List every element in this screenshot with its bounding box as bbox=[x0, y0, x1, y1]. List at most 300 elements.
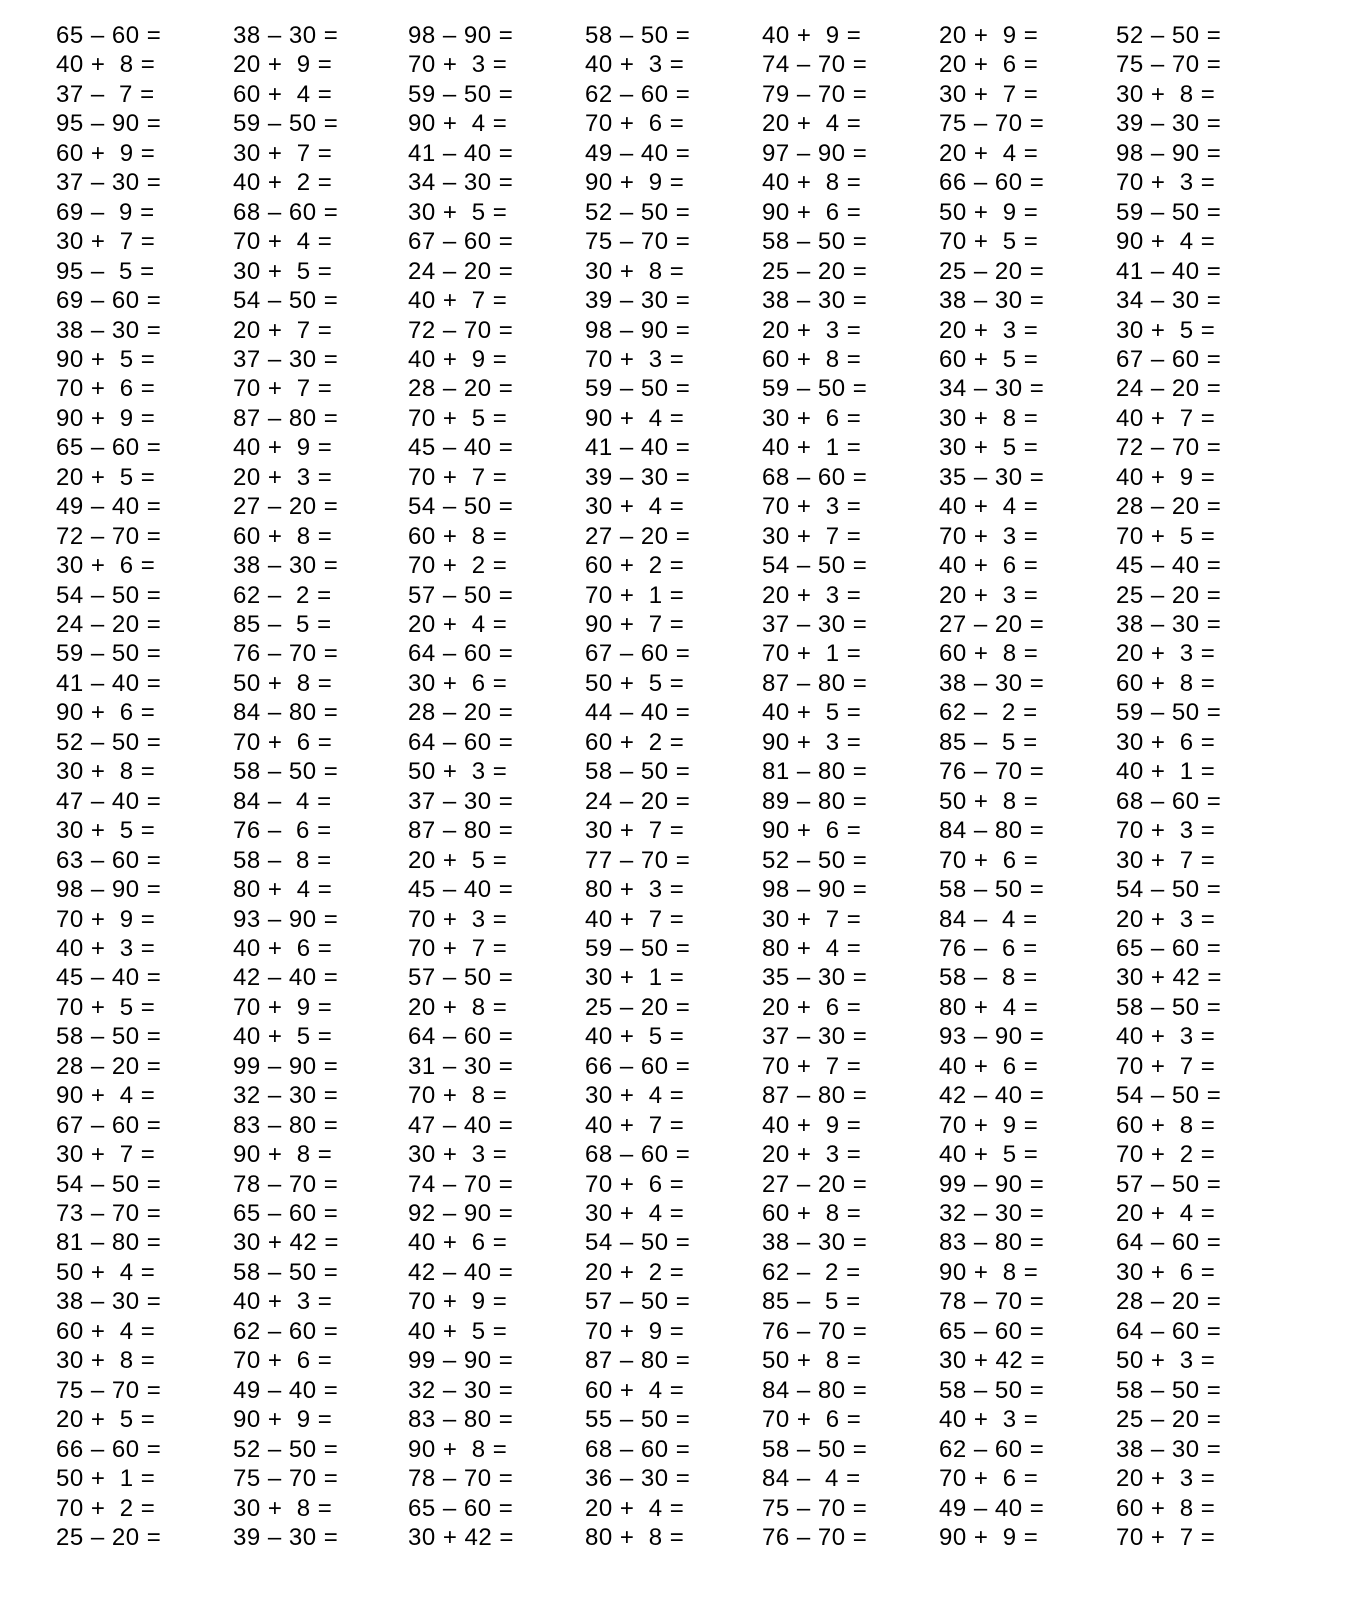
math-problem: 75 – 70 = bbox=[1116, 51, 1222, 79]
math-problem: 20 + 4 = bbox=[762, 110, 862, 138]
math-problem: 77 – 70 = bbox=[585, 846, 691, 874]
math-problem: 62 – 60 = bbox=[939, 1435, 1045, 1463]
math-problem: 90 + 6 = bbox=[762, 198, 862, 226]
math-problem: 30 + 7 = bbox=[1116, 846, 1216, 874]
math-problem: 75 – 70 = bbox=[585, 228, 691, 256]
math-problem: 20 + 3 = bbox=[762, 316, 862, 344]
math-problem: 60 + 8 = bbox=[939, 640, 1039, 668]
math-problem: 40 + 1 = bbox=[762, 434, 862, 462]
math-problem: 40 + 3 = bbox=[585, 51, 685, 79]
math-problem: 37 – 30 = bbox=[408, 787, 514, 815]
math-problem: 60 + 9 = bbox=[56, 139, 156, 167]
math-problem: 75 – 70 = bbox=[939, 110, 1045, 138]
math-problem: 58 – 50 = bbox=[56, 1023, 162, 1051]
math-problem: 40 + 6 = bbox=[939, 1052, 1039, 1080]
math-problem: 70 + 3 = bbox=[408, 51, 508, 79]
math-problem: 54 – 50 = bbox=[56, 581, 162, 609]
math-problem: 75 – 70 = bbox=[233, 1465, 339, 1493]
math-problem: 59 – 50 = bbox=[762, 375, 868, 403]
math-problem: 76 – 70 = bbox=[762, 1523, 868, 1551]
math-problem: 52 – 50 = bbox=[233, 1435, 339, 1463]
math-problem: 37 – 7 = bbox=[56, 80, 155, 108]
math-problem: 20 + 3 = bbox=[939, 316, 1039, 344]
math-problem: 99 – 90 = bbox=[939, 1170, 1045, 1198]
math-problem: 93 – 90 = bbox=[233, 905, 339, 933]
math-problem: 54 – 50 = bbox=[56, 1170, 162, 1198]
math-problem: 60 + 4 = bbox=[585, 1376, 685, 1404]
math-problem: 30 + 6 = bbox=[1116, 1258, 1216, 1286]
math-problem: 50 + 5 = bbox=[585, 669, 685, 697]
math-problem: 20 + 5 = bbox=[56, 463, 156, 491]
math-problem: 28 – 20 = bbox=[408, 375, 514, 403]
math-problem: 70 + 8 = bbox=[408, 1082, 508, 1110]
math-problem: 90 + 8 = bbox=[939, 1258, 1039, 1286]
math-problem: 34 – 30 = bbox=[408, 169, 514, 197]
math-problem: 65 – 60 = bbox=[939, 1317, 1045, 1345]
math-problem: 30 + 5 = bbox=[939, 434, 1039, 462]
math-problem: 40 + 7 = bbox=[1116, 404, 1216, 432]
math-problem: 30 + 7 = bbox=[56, 228, 156, 256]
math-problem: 50 + 1 = bbox=[56, 1465, 156, 1493]
math-problem: 76 – 6 = bbox=[939, 934, 1038, 962]
math-problem: 30 + 1 = bbox=[585, 964, 685, 992]
math-problem: 90 + 6 = bbox=[56, 699, 156, 727]
math-problem: 66 – 60 = bbox=[56, 1435, 162, 1463]
math-problem: 60 + 8 = bbox=[762, 1200, 862, 1227]
math-problem: 36 – 30 = bbox=[585, 1465, 691, 1493]
math-problem: 62 – 2 = bbox=[762, 1258, 861, 1286]
math-problem: 65 – 60 = bbox=[1116, 934, 1222, 962]
math-problem: 72 – 70 = bbox=[408, 316, 514, 344]
math-problem: 70 + 6 = bbox=[56, 375, 156, 403]
math-problem: 30 + 6 = bbox=[762, 404, 862, 432]
math-problem: 64 – 60 = bbox=[408, 640, 514, 668]
math-problem: 63 – 60 = bbox=[56, 846, 162, 874]
math-problem: 78 – 70 = bbox=[233, 1170, 339, 1198]
math-problem: 30 + 6 = bbox=[56, 552, 156, 580]
math-problem: 62 – 60 = bbox=[233, 1317, 339, 1345]
math-problem: 40 + 8 = bbox=[56, 51, 156, 79]
math-problem: 90 + 6 = bbox=[762, 817, 862, 845]
math-problem: 40 + 3 = bbox=[56, 934, 156, 962]
math-problem: 65 – 60 = bbox=[56, 434, 162, 462]
math-problem: 68 – 60 = bbox=[585, 1141, 691, 1169]
math-problem: 92 – 90 = bbox=[408, 1200, 514, 1227]
math-problem: 20 + 3 = bbox=[1116, 640, 1216, 668]
math-problem: 54 – 50 = bbox=[1116, 1082, 1222, 1110]
math-problem: 28 – 20 = bbox=[1116, 1288, 1222, 1316]
math-problem: 47 – 40 = bbox=[56, 787, 162, 815]
math-problem: 50 + 9 = bbox=[939, 198, 1039, 226]
math-problem: 90 + 4 = bbox=[585, 404, 685, 432]
math-problem: 87 – 80 = bbox=[585, 1347, 691, 1375]
math-problem: 25 – 20 = bbox=[56, 1523, 162, 1551]
math-problem: 27 – 20 = bbox=[233, 493, 339, 521]
math-problem: 40 + 3 = bbox=[939, 1406, 1039, 1434]
math-problem: 60 + 2 = bbox=[585, 728, 685, 756]
math-problem: 98 – 90 = bbox=[762, 876, 868, 904]
math-problem: 38 – 30 = bbox=[56, 1288, 162, 1316]
math-problem: 28 – 20 = bbox=[1116, 493, 1222, 521]
math-problem: 32 – 30 = bbox=[939, 1200, 1045, 1227]
math-problem: 59 – 50 = bbox=[1116, 699, 1222, 727]
math-problem: 87 – 80 = bbox=[762, 669, 868, 697]
math-problem: 39 – 30 = bbox=[585, 463, 691, 491]
math-problem: 42 – 40 = bbox=[939, 1082, 1045, 1110]
math-problem: 40 + 5 = bbox=[233, 1023, 333, 1051]
math-problem: 60 + 5 = bbox=[939, 345, 1039, 373]
math-problem: 59 – 50 = bbox=[233, 110, 339, 138]
math-problem: 64 – 60 = bbox=[408, 728, 514, 756]
math-problem: 50 + 8 = bbox=[233, 669, 333, 697]
math-problem: 84 – 80 = bbox=[939, 817, 1045, 845]
math-problem: 40 + 7 = bbox=[585, 1111, 685, 1139]
math-problem: 58 – 50 = bbox=[233, 758, 339, 786]
math-problem: 80 + 8 = bbox=[585, 1523, 685, 1551]
math-problem: 87 – 80 = bbox=[408, 817, 514, 845]
math-problem: 50 + 8 = bbox=[762, 1347, 862, 1375]
math-problem: 20 + 7 = bbox=[233, 316, 333, 344]
math-problem: 49 – 40 = bbox=[939, 1494, 1045, 1522]
math-problem: 60 + 4 = bbox=[56, 1317, 156, 1345]
math-problem: 70 + 9 = bbox=[408, 1288, 508, 1316]
math-problem: 40 + 5 = bbox=[939, 1141, 1039, 1169]
math-problem: 98 – 90 = bbox=[56, 876, 162, 904]
math-problem: 65 – 60 = bbox=[233, 1200, 339, 1227]
math-problem: 62 – 2 = bbox=[233, 581, 332, 609]
math-problem: 67 – 60 = bbox=[1116, 345, 1222, 373]
math-problem: 85 – 5 = bbox=[233, 611, 332, 638]
math-problem: 70 + 3 = bbox=[408, 905, 508, 933]
math-problem: 44 – 40 = bbox=[585, 699, 691, 727]
math-problem: 30 + 42 = bbox=[408, 1523, 514, 1551]
math-problem: 45 – 40 = bbox=[56, 964, 162, 992]
math-problem: 40 + 9 = bbox=[233, 434, 333, 462]
math-problem: 20 + 4 = bbox=[408, 611, 508, 638]
math-problem: 40 + 9 = bbox=[1116, 463, 1216, 491]
math-problem: 70 + 7 = bbox=[1116, 1523, 1216, 1551]
math-problem: 47 – 40 = bbox=[408, 1111, 514, 1139]
math-problem: 80 + 4 = bbox=[939, 993, 1039, 1021]
math-problem: 85 – 5 = bbox=[939, 728, 1038, 756]
math-problem: 32 – 30 = bbox=[408, 1376, 514, 1404]
math-problem: 87 – 80 = bbox=[762, 1082, 868, 1110]
math-problem: 40 + 5 = bbox=[762, 699, 862, 727]
math-problem: 70 + 6 = bbox=[585, 1170, 685, 1198]
math-problem: 90 + 9 = bbox=[233, 1406, 333, 1434]
math-problem: 70 + 7 = bbox=[408, 463, 508, 491]
math-problem: 50 + 3 = bbox=[1116, 1347, 1216, 1375]
math-problem: 98 – 90 = bbox=[408, 22, 514, 49]
math-problem: 58 – 8 = bbox=[233, 846, 332, 874]
math-problem: 27 – 20 = bbox=[762, 1170, 868, 1198]
math-problem: 62 – 60 = bbox=[585, 80, 691, 108]
math-problem: 38 – 30 = bbox=[233, 552, 339, 580]
math-problem: 54 – 50 = bbox=[762, 552, 868, 580]
math-problem: 95 – 90 = bbox=[56, 110, 162, 138]
math-problem: 84 – 4 = bbox=[762, 1465, 861, 1493]
math-problem: 39 – 30 = bbox=[233, 1523, 339, 1551]
math-problem: 50 + 4 = bbox=[56, 1258, 156, 1286]
math-problem: 32 – 30 = bbox=[233, 1082, 339, 1110]
math-problem: 90 + 8 = bbox=[233, 1141, 333, 1169]
math-problem: 70 + 5 = bbox=[56, 993, 156, 1021]
math-problem: 90 + 5 = bbox=[56, 345, 156, 373]
math-problem: 27 – 20 = bbox=[939, 611, 1045, 638]
math-problem: 50 + 3 = bbox=[408, 758, 508, 786]
math-problem: 52 – 50 = bbox=[585, 198, 691, 226]
math-problem: 30 + 6 = bbox=[408, 669, 508, 697]
math-problem: 83 – 80 = bbox=[408, 1406, 514, 1434]
math-problem: 39 – 30 = bbox=[585, 287, 691, 315]
math-problem: 90 + 3 = bbox=[762, 728, 862, 756]
math-problem: 54 – 50 = bbox=[233, 287, 339, 315]
math-problem: 69 – 9 = bbox=[56, 198, 155, 226]
math-problem: 58 – 50 = bbox=[762, 1435, 868, 1463]
math-problem: 50 + 8 = bbox=[939, 787, 1039, 815]
math-problem: 31 – 30 = bbox=[408, 1052, 514, 1080]
math-problem: 30 + 3 = bbox=[408, 1141, 508, 1169]
math-problem: 70 + 6 = bbox=[233, 728, 333, 756]
math-problem: 73 – 70 = bbox=[56, 1200, 162, 1227]
math-problem: 34 – 30 = bbox=[1116, 287, 1222, 315]
math-problem: 20 + 2 = bbox=[585, 1258, 685, 1286]
math-problem: 90 + 8 = bbox=[408, 1435, 508, 1463]
math-problem: 28 – 20 = bbox=[56, 1052, 162, 1080]
math-problem: 90 + 9 = bbox=[56, 404, 156, 432]
math-problem: 68 – 60 = bbox=[233, 198, 339, 226]
math-problem: 37 – 30 = bbox=[233, 345, 339, 373]
math-problem: 20 + 9 = bbox=[233, 51, 333, 79]
math-problem: 67 – 60 = bbox=[408, 228, 514, 256]
math-problem: 70 + 6 = bbox=[585, 110, 685, 138]
math-problem: 58 – 8 = bbox=[939, 964, 1038, 992]
math-problem: 58 – 50 = bbox=[762, 228, 868, 256]
math-problem: 97 – 90 = bbox=[762, 139, 868, 167]
math-problem: 20 + 6 = bbox=[762, 993, 862, 1021]
math-problem: 89 – 80 = bbox=[762, 787, 868, 815]
math-problem: 40 + 3 = bbox=[1116, 1023, 1216, 1051]
math-problem: 76 – 70 = bbox=[233, 640, 339, 668]
math-problem: 64 – 60 = bbox=[1116, 1317, 1222, 1345]
math-problem: 58 – 50 = bbox=[939, 876, 1045, 904]
math-problem: 30 + 7 = bbox=[585, 817, 685, 845]
math-problem: 30 + 6 = bbox=[1116, 728, 1216, 756]
math-problem: 90 + 4 = bbox=[1116, 228, 1216, 256]
math-problem: 68 – 60 = bbox=[585, 1435, 691, 1463]
math-problem: 20 + 6 = bbox=[939, 51, 1039, 79]
math-problem: 60 + 4 = bbox=[233, 80, 333, 108]
math-problem: 40 + 5 = bbox=[585, 1023, 685, 1051]
math-problem: 70 + 7 = bbox=[233, 375, 333, 403]
math-problem: 70 + 5 = bbox=[939, 228, 1039, 256]
math-problem: 40 + 9 = bbox=[762, 22, 862, 49]
math-problem: 75 – 70 = bbox=[56, 1376, 162, 1404]
math-problem: 20 + 8 = bbox=[408, 993, 508, 1021]
math-problem: 80 + 4 = bbox=[233, 876, 333, 904]
math-problem: 49 – 40 = bbox=[233, 1376, 339, 1404]
math-problem: 28 – 20 = bbox=[408, 699, 514, 727]
math-problem: 30 + 7 = bbox=[233, 139, 333, 167]
math-problem: 25 – 20 = bbox=[939, 257, 1045, 285]
math-problem: 40 + 9 = bbox=[408, 345, 508, 373]
math-problem: 40 + 6 = bbox=[408, 1229, 508, 1257]
math-problem: 83 – 80 = bbox=[939, 1229, 1045, 1257]
math-problem: 58 – 50 = bbox=[1116, 993, 1222, 1021]
math-problem: 40 + 3 = bbox=[233, 1288, 333, 1316]
math-problem: 84 – 80 = bbox=[233, 699, 339, 727]
math-problem: 40 + 4 = bbox=[939, 493, 1039, 521]
math-problem: 40 + 9 = bbox=[762, 1111, 862, 1139]
math-problem: 72 – 70 = bbox=[1116, 434, 1222, 462]
math-problem: 84 – 4 = bbox=[233, 787, 332, 815]
math-problem: 60 + 8 = bbox=[1116, 1494, 1216, 1522]
math-problem: 65 – 60 = bbox=[56, 22, 162, 49]
math-problem: 41 – 40 = bbox=[408, 139, 514, 167]
math-problem: 30 + 8 = bbox=[233, 1494, 333, 1522]
math-problem: 81 – 80 = bbox=[762, 758, 868, 786]
math-problem: 70 + 3 = bbox=[939, 522, 1039, 550]
math-problem: 30 + 4 = bbox=[585, 1082, 685, 1110]
math-problem: 70 + 3 = bbox=[585, 345, 685, 373]
math-problem: 70 + 3 = bbox=[762, 493, 862, 521]
math-problem: 75 – 70 = bbox=[762, 1494, 868, 1522]
math-problem: 45 – 40 = bbox=[408, 876, 514, 904]
math-problem: 90 + 4 = bbox=[56, 1082, 156, 1110]
math-problem: 59 – 50 = bbox=[408, 80, 514, 108]
math-problem: 67 – 60 = bbox=[56, 1111, 162, 1139]
math-problem: 38 – 30 = bbox=[762, 1229, 868, 1257]
math-problem: 30 + 7 = bbox=[762, 905, 862, 933]
math-problem: 20 + 5 = bbox=[408, 846, 508, 874]
math-problem: 95 – 5 = bbox=[56, 257, 155, 285]
math-problem: 25 – 20 = bbox=[1116, 581, 1222, 609]
math-problem: 83 – 80 = bbox=[233, 1111, 339, 1139]
math-problem: 79 – 70 = bbox=[762, 80, 868, 108]
math-problem: 70 + 1 = bbox=[585, 581, 685, 609]
math-problem: 25 – 20 = bbox=[1116, 1406, 1222, 1434]
math-problem: 40 + 1 = bbox=[1116, 758, 1216, 786]
math-problem: 58 – 50 = bbox=[585, 758, 691, 786]
math-problem: 70 + 5 = bbox=[1116, 522, 1216, 550]
math-problem: 70 + 7 = bbox=[1116, 1052, 1216, 1080]
math-problem: 41 – 40 = bbox=[56, 669, 162, 697]
math-problem: 49 – 40 = bbox=[56, 493, 162, 521]
math-problem: 20 + 3 = bbox=[233, 463, 333, 491]
math-problem: 78 – 70 = bbox=[408, 1465, 514, 1493]
math-problem: 41 – 40 = bbox=[1116, 257, 1222, 285]
math-problem: 60 + 2 = bbox=[585, 552, 685, 580]
math-problem: 58 – 50 = bbox=[585, 22, 691, 49]
math-problem: 70 + 6 = bbox=[939, 1465, 1039, 1493]
math-problem: 66 – 60 = bbox=[585, 1052, 691, 1080]
math-problem: 90 + 7 = bbox=[585, 611, 685, 638]
math-problem: 52 – 50 = bbox=[1116, 22, 1222, 49]
math-problem: 57 – 50 = bbox=[408, 581, 514, 609]
math-problem: 60 + 8 = bbox=[762, 345, 862, 373]
math-problem: 20 + 4 = bbox=[939, 139, 1039, 167]
math-problem: 20 + 4 = bbox=[1116, 1200, 1216, 1227]
math-problem: 64 – 60 = bbox=[408, 1023, 514, 1051]
math-problem: 60 + 8 = bbox=[1116, 669, 1216, 697]
math-problem: 24 – 20 = bbox=[585, 787, 691, 815]
math-problem: 90 + 9 = bbox=[585, 169, 685, 197]
math-problem: 60 + 8 = bbox=[1116, 1111, 1216, 1139]
math-problem: 80 + 3 = bbox=[585, 876, 685, 904]
math-problem: 84 – 4 = bbox=[939, 905, 1038, 933]
math-problem: 81 – 80 = bbox=[56, 1229, 162, 1257]
math-problem: 20 + 3 = bbox=[939, 581, 1039, 609]
math-problem: 66 – 60 = bbox=[939, 169, 1045, 197]
math-problem: 30 + 4 = bbox=[585, 1200, 685, 1227]
math-problem: 69 – 60 = bbox=[56, 287, 162, 315]
math-problem: 68 – 60 = bbox=[762, 463, 868, 491]
math-problem: 37 – 30 = bbox=[56, 169, 162, 197]
math-problem: 98 – 90 = bbox=[585, 316, 691, 344]
math-problem: 85 – 5 = bbox=[762, 1288, 861, 1316]
math-problem: 20 + 3 = bbox=[1116, 1465, 1216, 1493]
math-problem: 72 – 70 = bbox=[56, 522, 162, 550]
math-problem: 58 – 50 = bbox=[939, 1376, 1045, 1404]
math-problem: 30 + 7 = bbox=[762, 522, 862, 550]
math-problem: 57 – 50 = bbox=[1116, 1170, 1222, 1198]
math-problem: 58 – 50 = bbox=[1116, 1376, 1222, 1404]
math-problem: 54 – 50 = bbox=[408, 493, 514, 521]
math-problem: 41 – 40 = bbox=[585, 434, 691, 462]
math-problem: 60 + 8 = bbox=[408, 522, 508, 550]
math-problem: 70 + 1 = bbox=[762, 640, 862, 668]
math-problem: 30 + 8 = bbox=[1116, 80, 1216, 108]
math-problem: 65 – 60 = bbox=[408, 1494, 514, 1522]
math-problem: 70 + 5 = bbox=[408, 404, 508, 432]
math-problem: 35 – 30 = bbox=[939, 463, 1045, 491]
math-problem: 38 – 30 = bbox=[1116, 1435, 1222, 1463]
math-problem: 30 + 42 = bbox=[1116, 964, 1222, 992]
math-problem: 30 + 4 = bbox=[585, 493, 685, 521]
math-problem: 24 – 20 = bbox=[56, 611, 162, 638]
math-problem: 35 – 30 = bbox=[762, 964, 868, 992]
math-problem: 76 – 6 = bbox=[233, 817, 332, 845]
math-problem: 68 – 60 = bbox=[1116, 787, 1222, 815]
math-problem: 70 + 2 = bbox=[56, 1494, 156, 1522]
math-problem: 30 + 8 = bbox=[939, 404, 1039, 432]
math-problem: 38 – 30 = bbox=[762, 287, 868, 315]
math-problem: 84 – 80 = bbox=[762, 1376, 868, 1404]
math-problem: 70 + 7 = bbox=[762, 1052, 862, 1080]
math-problem: 90 + 9 = bbox=[939, 1523, 1039, 1551]
math-problem: 40 + 7 = bbox=[585, 905, 685, 933]
math-problem: 38 – 30 = bbox=[233, 22, 339, 49]
math-problem: 70 + 6 = bbox=[939, 846, 1039, 874]
math-problem: 57 – 50 = bbox=[585, 1288, 691, 1316]
math-problem: 38 – 30 = bbox=[939, 669, 1045, 697]
math-problem: 87 – 80 = bbox=[233, 404, 339, 432]
math-problem: 20 + 5 = bbox=[56, 1406, 156, 1434]
math-problem: 52 – 50 = bbox=[56, 728, 162, 756]
math-problem: 52 – 50 = bbox=[762, 846, 868, 874]
math-problem: 30 + 42 = bbox=[233, 1229, 339, 1257]
math-problem: 59 – 50 = bbox=[585, 934, 691, 962]
math-problem: 24 – 20 = bbox=[1116, 375, 1222, 403]
math-problem: 59 – 50 = bbox=[585, 375, 691, 403]
math-problem: 54 – 50 = bbox=[1116, 876, 1222, 904]
math-problem: 60 + 8 = bbox=[233, 522, 333, 550]
math-problem: 70 + 9 = bbox=[56, 905, 156, 933]
math-problem: 99 – 90 = bbox=[408, 1347, 514, 1375]
math-problem: 30 + 8 = bbox=[56, 1347, 156, 1375]
math-problem: 90 + 4 = bbox=[408, 110, 508, 138]
math-problem: 67 – 60 = bbox=[585, 640, 691, 668]
